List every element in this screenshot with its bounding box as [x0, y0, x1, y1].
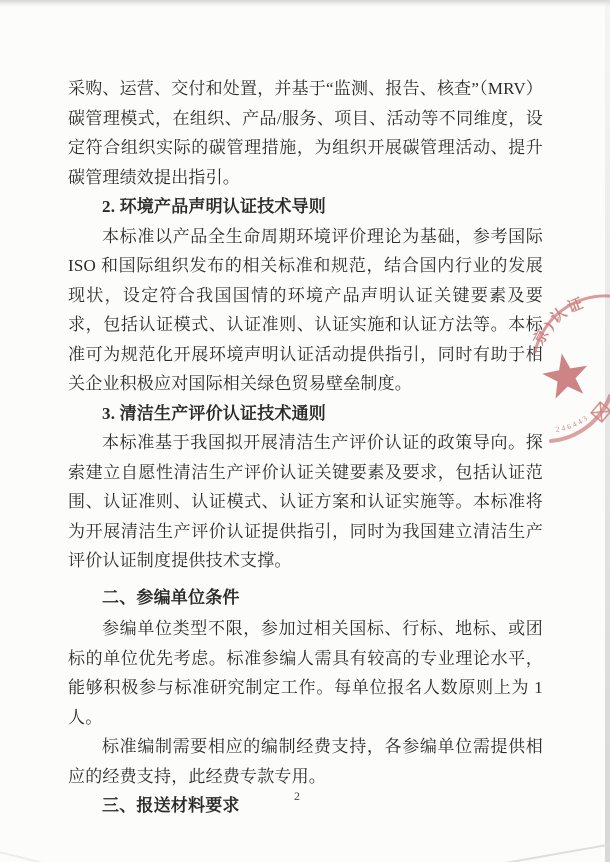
stamp-serial: 246443 [554, 412, 591, 434]
scan-fold-bottom-left [0, 847, 89, 862]
section-heading: 3. 清洁生产评价认证技术通则 [102, 403, 326, 423]
stamp-star-icon [542, 353, 587, 398]
scan-edge-top [0, 0, 610, 7]
red-seal-stamp-icon [515, 285, 610, 450]
stamp-arc-text: 京)认证 [531, 294, 589, 348]
paragraph: 本标准以产品全生命周期环境评价理论为基础，参考国际ISO 和国际组织发布的相关标准和规范，结合国内行业的发展现状，设定符合我国国情的环境产品声明认证关键要素及要求，包括认证模式、认证准则、认证实施和认证方法等。本标准可为规范化开展环境声明认证活动提供指引，同时有助于相关企业积极应对国际相关绿色贸易壁垒制度。 [68, 226, 543, 393]
section-heading: 2. 环境产品声明认证技术导则 [102, 197, 326, 216]
section-heading: 三、报送材料要求 [102, 796, 240, 815]
paragraph: 本标准基于我国拟开展清洁生产评价认证的政策导向。探索建立自愿性清洁生产评价认证关键要素及要求，包括认证范围、认证准则、认证模式、认证方案和认证实施等。本标准将为开展清洁生产评价认证提供指引，同时为我国建立清洁生产评价认证制度提供技术支撑。 [68, 433, 543, 570]
page-content [68, 74, 543, 821]
section-heading: 二、参编单位条件 [102, 587, 240, 607]
scan-fold-bottom-right [455, 841, 610, 862]
page-number: 2 [294, 789, 300, 803]
paragraph: 参编单位类型不限，参加过相关国标、行标、地标、或团标的单位优先考虑。标准参编人需具有较高的专业理论水平，能够积极参与标准研究制定工作。每单位报名人数原则上为 1 人。 [68, 619, 543, 727]
paragraph: 标准编制需要相应的编制经费支持，各参编单位需提供相应的经费支持，此经费专款专用。 [68, 737, 543, 786]
paragraph: 采购、运营、交付和处置，并基于“监测、报告、核查”（MRV）碳管理模式，在组织、产品/服务、项目、活动等不同维度，设定符合组织实际的碳管理措施，为组织开展碳管理活动、提升碳管理绩效提出指引。 [68, 79, 543, 187]
